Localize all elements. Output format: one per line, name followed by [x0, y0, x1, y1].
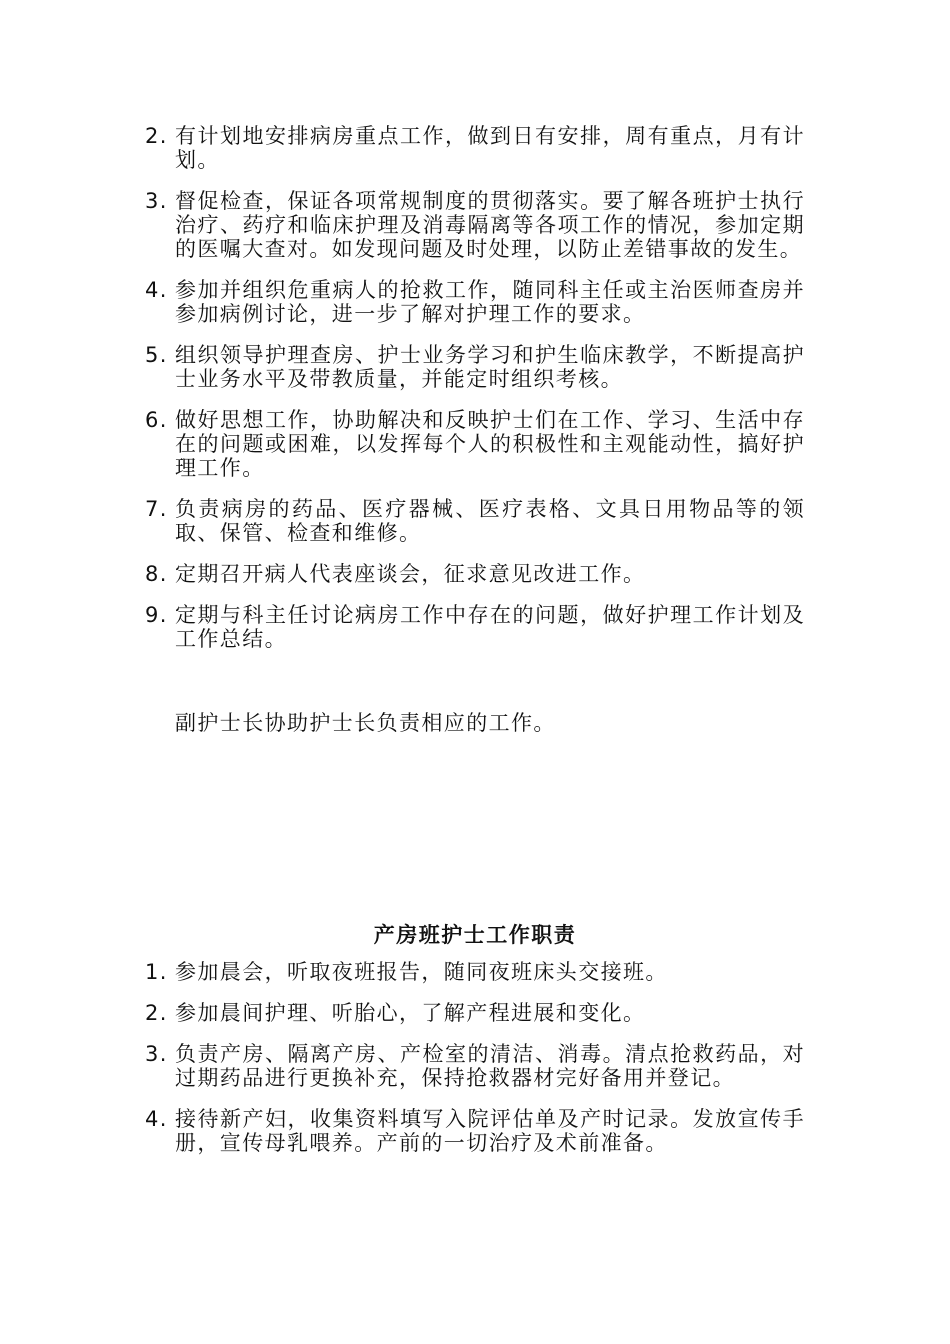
item-number: 1. — [145, 960, 168, 984]
item-text: 有计划地安排病房重点工作，做到日有安排，周有重点，月有计划。 — [175, 124, 805, 172]
list-item — [145, 603, 805, 651]
item-number: 4. — [145, 278, 168, 302]
list-item — [145, 497, 805, 545]
list-item — [145, 343, 805, 391]
item-number: 2. — [145, 124, 168, 148]
list-item — [145, 278, 805, 326]
item-number: 9. — [145, 603, 168, 627]
item-number: 5. — [145, 343, 168, 367]
item-number: 4. — [145, 1107, 168, 1131]
item-number: 8. — [145, 562, 168, 586]
item-text: 做好思想工作，协助解决和反映护士们在工作、学习、生活中存在的问题或困难，以发挥每个人的积极性和主观能动性，搞好护理工作。 — [175, 408, 805, 480]
item-text: 定期召开病人代表座谈会，征求意见改进工作。 — [175, 562, 646, 586]
list-item — [145, 408, 805, 480]
item-text: 定期与科主任讨论病房工作中存在的问题，做好护理工作计划及工作总结。 — [175, 603, 805, 651]
item-text: 负责病房的药品、医疗器械、医疗表格、文具日用物品等的领取、保管、检查和维修。 — [175, 497, 805, 545]
list-item — [145, 124, 805, 172]
item-number: 3. — [145, 1042, 168, 1066]
item-number: 2. — [145, 1001, 168, 1025]
head-nurse-duties-list — [145, 124, 805, 668]
item-text: 督促检查，保证各项常规制度的贯彻落实。要了解各班护士执行治疗、药疗和临床护理及消毒隔离等各项工作的情况，参加定期的医嘱大查对。如发现问题及时处理，以防止差错事故的发生。 — [175, 189, 805, 261]
list-item — [145, 1107, 805, 1155]
item-number: 3. — [145, 189, 168, 213]
item-text: 参加晨间护理、听胎心，了解产程进展和变化。 — [175, 1001, 646, 1025]
item-text: 接待新产妇，收集资料填写入院评估单及产时记录。发放宣传手册，宣传母乳喂养。产前的一切治疗及术前准备。 — [175, 1107, 805, 1155]
deputy-head-nurse-note: 副护士长协助护士长负责相应的工作。 — [175, 711, 556, 735]
item-text: 组织领导护理查房、护士业务学习和护生临床教学，不断提高护士业务水平及带教质量，并能定时组织考核。 — [175, 343, 805, 391]
item-number: 6. — [145, 408, 168, 432]
delivery-room-duties-list — [145, 960, 805, 1172]
list-item — [145, 960, 805, 984]
list-item — [145, 1042, 805, 1090]
item-text: 负责产房、隔离产房、产检室的清洁、消毒。清点抢救药品，对过期药品进行更换补充，保持抢救器材完好备用并登记。 — [175, 1042, 805, 1090]
item-number: 7. — [145, 497, 168, 521]
list-item — [145, 562, 805, 586]
list-item — [145, 189, 805, 261]
list-item — [145, 1001, 805, 1025]
item-text: 参加晨会，听取夜班报告，随同夜班床头交接班。 — [175, 960, 668, 984]
item-text: 参加并组织危重病人的抢救工作，随同科主任或主治医师查房并参加病例讨论，进一步了解对护理工作的要求。 — [175, 278, 805, 326]
section-title: 产房班护士工作职责 — [373, 922, 577, 947]
